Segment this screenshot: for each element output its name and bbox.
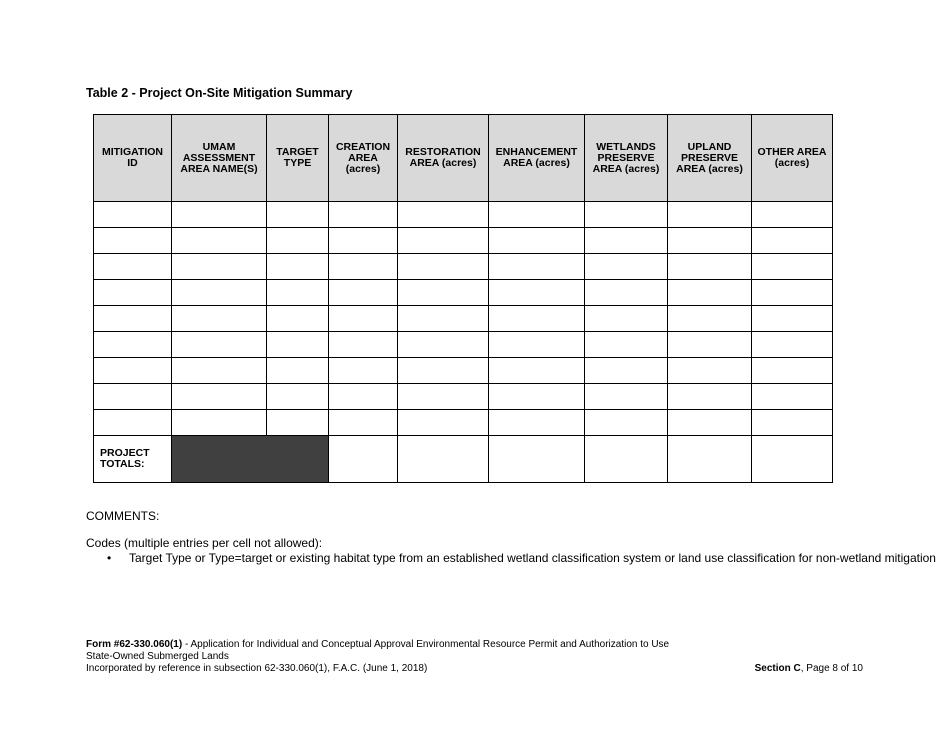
col-header-other-area: OTHER AREA (acres) bbox=[752, 115, 833, 202]
total-wetlands-preserve-cell[interactable] bbox=[585, 436, 668, 483]
table-cell[interactable] bbox=[585, 280, 668, 306]
totals-row bbox=[94, 436, 833, 483]
table-cell[interactable] bbox=[398, 228, 489, 254]
bullet-text: Target Type or Type=target or existing habitat type from an established wetland classification system or land use classification for non-wetland mitigation bbox=[129, 551, 936, 565]
total-restoration-cell[interactable] bbox=[398, 436, 489, 483]
total-upland-preserve-cell[interactable] bbox=[668, 436, 752, 483]
form-number: Form #62-330.060(1) bbox=[86, 639, 183, 650]
table-cell[interactable] bbox=[585, 306, 668, 332]
table-cell[interactable] bbox=[398, 254, 489, 280]
col-header-mitigation-id: MITIGATION ID bbox=[94, 115, 172, 202]
table-cell[interactable] bbox=[329, 202, 398, 228]
total-creation-cell[interactable] bbox=[329, 436, 398, 483]
col-header-enhancement-area: ENHANCEMENT AREA (acres) bbox=[489, 115, 585, 202]
footer-line-1 bbox=[86, 639, 669, 651]
table-cell[interactable] bbox=[752, 306, 833, 332]
table-cell[interactable] bbox=[267, 384, 329, 410]
table-row bbox=[94, 332, 833, 358]
table-row bbox=[94, 280, 833, 306]
table-cell[interactable] bbox=[585, 332, 668, 358]
total-other-area-cell[interactable] bbox=[752, 436, 833, 483]
table-cell[interactable] bbox=[398, 332, 489, 358]
table-cell[interactable] bbox=[94, 332, 172, 358]
table-cell[interactable] bbox=[94, 254, 172, 280]
table-cell[interactable] bbox=[668, 332, 752, 358]
table-cell[interactable] bbox=[668, 228, 752, 254]
table-cell[interactable] bbox=[489, 254, 585, 280]
table-cell[interactable] bbox=[668, 280, 752, 306]
table-cell[interactable] bbox=[329, 358, 398, 384]
table-cell[interactable] bbox=[752, 228, 833, 254]
page-indicator bbox=[755, 663, 863, 675]
table-row bbox=[94, 358, 833, 384]
table-row bbox=[94, 306, 833, 332]
table-cell[interactable] bbox=[752, 358, 833, 384]
section-label: Section C bbox=[754, 663, 801, 674]
table-cell[interactable] bbox=[172, 202, 267, 228]
col-header-target-type: TARGET TYPE bbox=[267, 115, 329, 202]
shaded-cell bbox=[172, 436, 329, 483]
table-cell[interactable] bbox=[585, 202, 668, 228]
table-cell[interactable] bbox=[94, 384, 172, 410]
table-cell[interactable] bbox=[398, 410, 489, 436]
table-cell[interactable] bbox=[267, 306, 329, 332]
table-cell[interactable] bbox=[94, 306, 172, 332]
table-cell[interactable] bbox=[329, 410, 398, 436]
table-cell[interactable] bbox=[489, 228, 585, 254]
table-cell[interactable] bbox=[668, 202, 752, 228]
table-cell[interactable] bbox=[94, 202, 172, 228]
table-cell[interactable] bbox=[489, 384, 585, 410]
table-cell[interactable] bbox=[489, 280, 585, 306]
table-cell[interactable] bbox=[668, 358, 752, 384]
total-enhancement-cell[interactable] bbox=[489, 436, 585, 483]
table-cell[interactable] bbox=[94, 280, 172, 306]
table-cell[interactable] bbox=[668, 254, 752, 280]
table-cell[interactable] bbox=[752, 410, 833, 436]
table-cell[interactable] bbox=[329, 228, 398, 254]
footer-line-2: State-Owned Submerged Lands bbox=[86, 651, 229, 662]
table-cell[interactable] bbox=[329, 306, 398, 332]
table-cell[interactable] bbox=[585, 228, 668, 254]
table-cell[interactable] bbox=[668, 410, 752, 436]
table-cell[interactable] bbox=[267, 332, 329, 358]
table-cell[interactable] bbox=[398, 280, 489, 306]
table-cell[interactable] bbox=[398, 384, 489, 410]
table-cell[interactable] bbox=[267, 410, 329, 436]
table-cell[interactable] bbox=[752, 254, 833, 280]
table-cell[interactable] bbox=[489, 358, 585, 384]
table-row bbox=[94, 254, 833, 280]
table-cell[interactable] bbox=[172, 254, 267, 280]
col-header-creation-area: CREATION AREA (acres) bbox=[329, 115, 398, 202]
table-row bbox=[94, 410, 833, 436]
table-cell[interactable] bbox=[329, 384, 398, 410]
table-cell[interactable] bbox=[398, 358, 489, 384]
table-cell[interactable] bbox=[267, 358, 329, 384]
table-cell[interactable] bbox=[398, 202, 489, 228]
mitigation-summary-table bbox=[93, 114, 833, 483]
table-cell[interactable] bbox=[585, 254, 668, 280]
table-cell[interactable] bbox=[489, 410, 585, 436]
table-cell[interactable] bbox=[172, 410, 267, 436]
table-cell[interactable] bbox=[752, 280, 833, 306]
col-header-restoration-area: RESTORATION AREA (acres) bbox=[398, 115, 489, 202]
col-header-umam-assessment: UMAM ASSESSMENT AREA NAME(S) bbox=[172, 115, 267, 202]
table-cell[interactable] bbox=[267, 254, 329, 280]
header-row bbox=[94, 115, 833, 202]
table-cell[interactable] bbox=[329, 254, 398, 280]
table-cell[interactable] bbox=[172, 332, 267, 358]
table-cell[interactable] bbox=[752, 332, 833, 358]
table-cell[interactable] bbox=[267, 228, 329, 254]
footer-line-3: Incorporated by reference in subsection 62-330.060(1), F.A.C. (June 1, 2018) bbox=[86, 663, 428, 674]
form-description: - Application for Individual and Conceptual Approval Environmental Resource Permit and Authorization to Use bbox=[182, 639, 670, 650]
table-cell[interactable] bbox=[668, 384, 752, 410]
table-cell[interactable] bbox=[172, 280, 267, 306]
table-row bbox=[94, 228, 833, 254]
footer bbox=[86, 639, 669, 675]
table-cell[interactable] bbox=[329, 280, 398, 306]
table-cell[interactable] bbox=[489, 306, 585, 332]
table-cell[interactable] bbox=[94, 410, 172, 436]
table-cell[interactable] bbox=[94, 358, 172, 384]
table-cell[interactable] bbox=[398, 306, 489, 332]
comments-label: COMMENTS: bbox=[86, 509, 160, 523]
table-cell[interactable] bbox=[668, 306, 752, 332]
col-header-wetlands-preserve: WETLANDS PRESERVE AREA (acres) bbox=[585, 115, 668, 202]
table-cell[interactable] bbox=[329, 332, 398, 358]
project-totals-label: PROJECT TOTALS: bbox=[94, 436, 172, 483]
col-header-upland-preserve: UPLAND PRESERVE AREA (acres) bbox=[668, 115, 752, 202]
bullet-icon: • bbox=[107, 551, 112, 565]
table-cell[interactable] bbox=[752, 202, 833, 228]
table-cell[interactable] bbox=[172, 384, 267, 410]
table-cell[interactable] bbox=[94, 228, 172, 254]
table-cell[interactable] bbox=[489, 202, 585, 228]
table-cell[interactable] bbox=[585, 410, 668, 436]
table-cell[interactable] bbox=[267, 202, 329, 228]
table-cell[interactable] bbox=[172, 358, 267, 384]
table-row bbox=[94, 202, 833, 228]
table-cell[interactable] bbox=[585, 358, 668, 384]
table-cell[interactable] bbox=[172, 228, 267, 254]
table-cell[interactable] bbox=[752, 384, 833, 410]
table-title: Table 2 - Project On-Site Mitigation Summary bbox=[86, 86, 353, 100]
table-cell[interactable] bbox=[585, 384, 668, 410]
table-cell[interactable] bbox=[267, 280, 329, 306]
table-row bbox=[94, 384, 833, 410]
page-number: , Page 8 of 10 bbox=[800, 663, 863, 674]
codes-label: Codes (multiple entries per cell not allowed): bbox=[86, 536, 323, 550]
table-cell[interactable] bbox=[172, 306, 267, 332]
table-cell[interactable] bbox=[489, 332, 585, 358]
